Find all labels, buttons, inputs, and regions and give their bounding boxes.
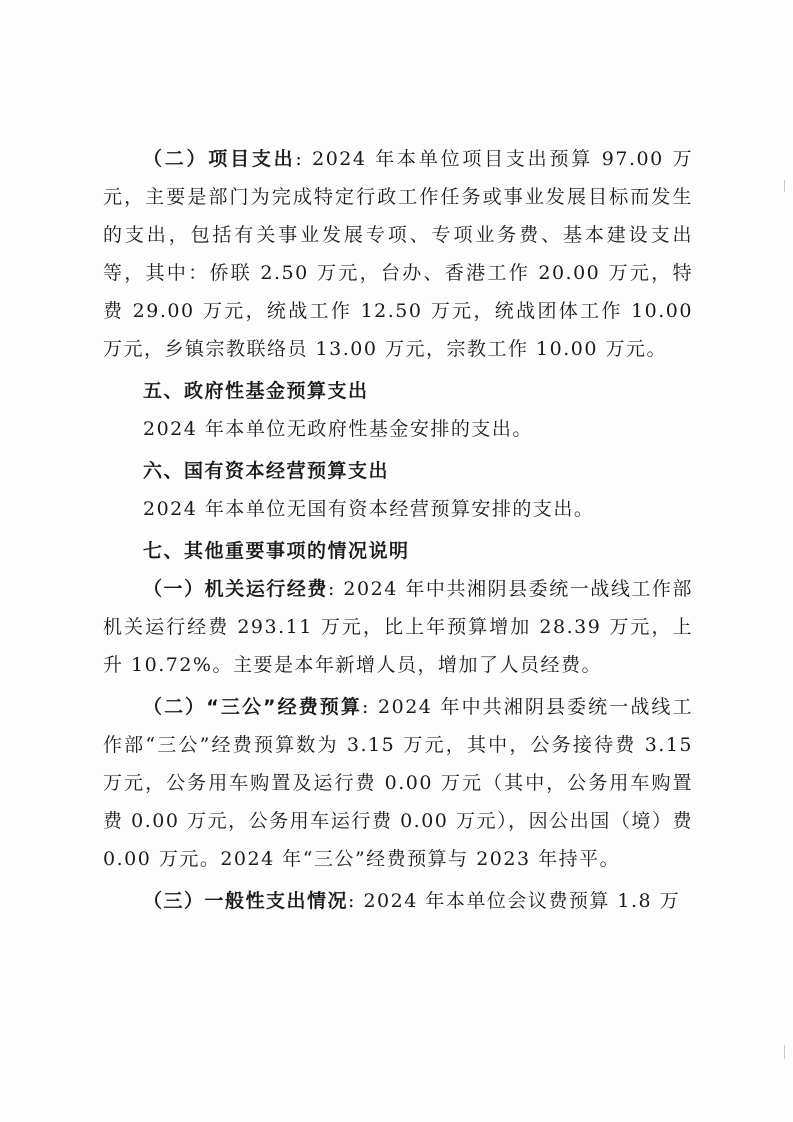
- paragraph-general-spending: [103, 882, 693, 920]
- paragraph-text: : 2024 年本单位项目支出预算 97.00 万元，主要是部门为完成特定行政工作任务或事业发展目标而发生的支出，包括有关事业发展专项、专项业务费、基本建设支出等，其中：侨联 2.50 万元，台办、香港工作 20.00 万元，特费 29.00 万元，统战工作 12.50 万元，统战团体工作 10.00 万元，乡镇宗教联络员 13.00 万元，宗教工作 10.00 万元。: [103, 148, 693, 360]
- paragraph-lead: （二）“三公”经费预算: [143, 696, 362, 718]
- scan-edge-mark: [784, 180, 785, 192]
- heading-state-capital: 六、国有资本经营预算支出: [143, 460, 390, 482]
- paragraph-state-capital: 2024 年本单位无国有资本经营预算安排的支出。: [143, 498, 595, 520]
- paragraph-text: : 2024 年中共湘阴县委统一战线工作部机关运行经费 293.11 万元，比上年预算增加 28.39 万元，上升 10.72%。主要是本年新增人员，增加了人员经费。: [103, 578, 693, 676]
- paragraph-operating-costs: [103, 570, 693, 684]
- document-body: [103, 140, 693, 924]
- paragraph-three-public: [103, 688, 693, 878]
- paragraph-gov-fund: 2024 年本单位无政府性基金安排的支出。: [143, 418, 533, 440]
- paragraph-project-spending: [103, 140, 693, 368]
- paragraph-lead: （三）一般性支出情况: [143, 890, 349, 912]
- paragraph-text: : 2024 年中共湘阴县委统一战线工作部“三公”经费预算数为 3.15 万元，其中，公务接待费 3.15 万元，公务用车购置及运行费 0.00 万元（其中，公务用车购置费 0.00 万元，公务用车运行费 0.00 万元），因公出国（境）费 0.00 万元。2024 年“三公”经费预算与 2023 年持平。: [103, 696, 693, 870]
- paragraph-lead: （一）机关运行经费: [143, 578, 328, 600]
- scan-edge-mark: [784, 1045, 785, 1059]
- heading-other-matters: 七、其他重要事项的情况说明: [143, 540, 410, 562]
- paragraph-text: : 2024 年本单位会议费预算 1.8 万: [348, 890, 681, 912]
- paragraph-lead: （二）项目支出: [143, 148, 296, 170]
- heading-gov-fund: 五、政府性基金预算支出: [143, 380, 369, 402]
